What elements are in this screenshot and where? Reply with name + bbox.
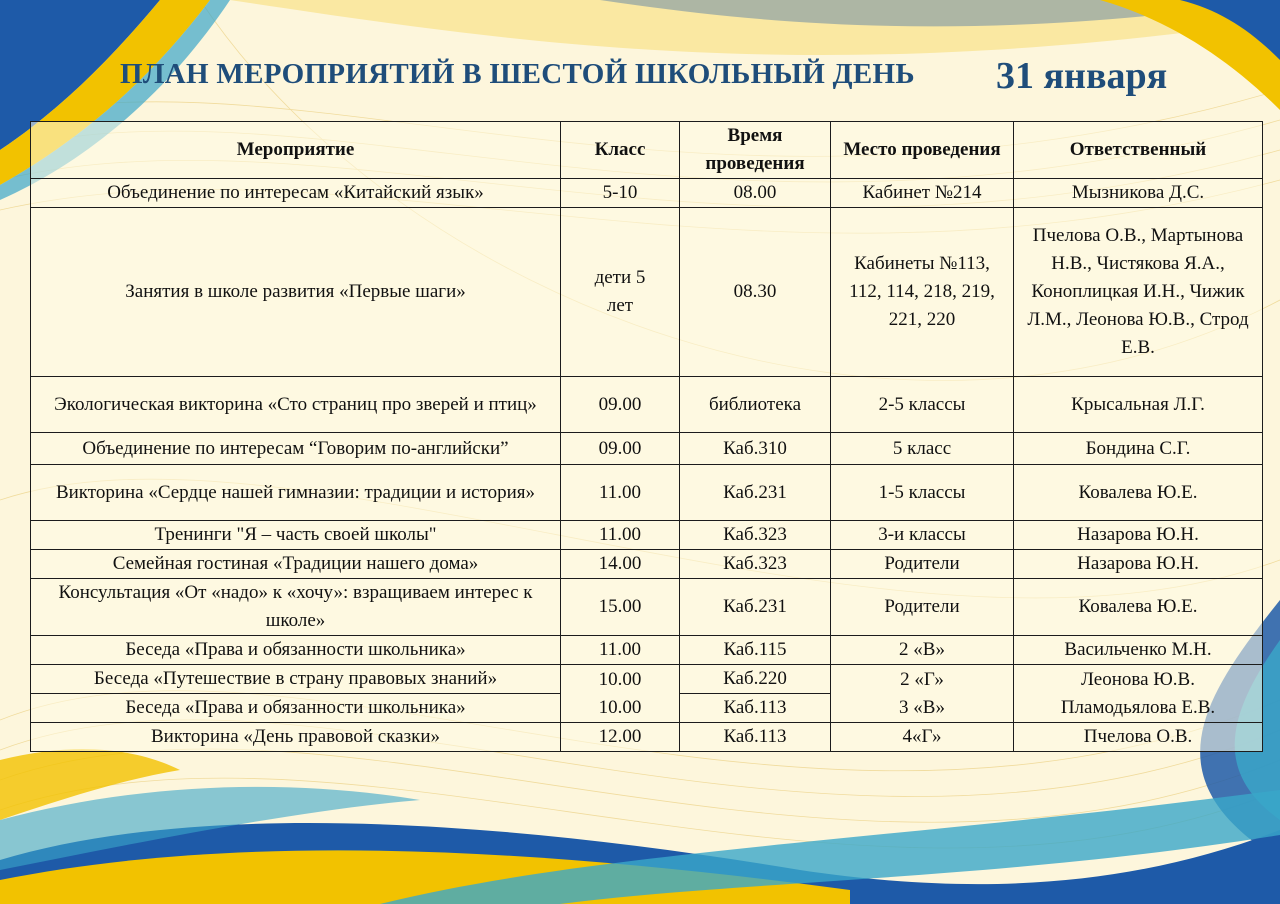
- cell-col2-line: 10.00: [598, 696, 642, 718]
- cell-col4: [831, 665, 1014, 723]
- events-table: [30, 121, 1263, 752]
- cell-col3: Каб.323: [680, 521, 831, 550]
- table-row: [31, 208, 1263, 377]
- cell-col2: [561, 665, 680, 723]
- cell-col3: Каб.113: [680, 694, 831, 723]
- cell-col2: дети 5 лет: [561, 208, 680, 377]
- header-event: Мероприятие: [31, 122, 561, 179]
- cell-col3: библиотека: [680, 377, 831, 433]
- cell-event: Викторина «Сердце нашей гимназии: традиции и история»: [31, 465, 561, 521]
- cell-event: Беседа «Права и обязанности школьника»: [31, 694, 561, 723]
- cell-col5: Назарова Ю.Н.: [1014, 550, 1263, 579]
- table-row: [31, 377, 1263, 433]
- cell-event: Экологическая викторина «Сто страниц про зверей и птиц»: [31, 377, 561, 433]
- cell-event: Викторина «День правовой сказки»: [31, 723, 561, 752]
- cell-event: Беседа «Права и обязанности школьника»: [31, 636, 561, 665]
- cell-col3: Каб.323: [680, 550, 831, 579]
- cell-col2: 5-10: [561, 179, 680, 208]
- cell-event: Объединение по интересам “Говорим по-английски”: [31, 433, 561, 465]
- cell-col5: Пчелова О.В.: [1014, 723, 1263, 752]
- cell-col3: Каб.231: [680, 579, 831, 636]
- cell-col4-line: 3 «В»: [899, 696, 945, 718]
- cell-col5: Ковалева Ю.Е.: [1014, 465, 1263, 521]
- cell-col3: Каб.113: [680, 723, 831, 752]
- cell-col2: 09.00: [561, 433, 680, 465]
- cell-event: Объединение по интересам «Китайский язык»: [31, 179, 561, 208]
- cell-col3: 08.00: [680, 179, 831, 208]
- cell-col4: 2-5 классы: [831, 377, 1014, 433]
- cell-col4-line: 2 «Г»: [900, 668, 944, 690]
- header-class: Класс: [561, 122, 680, 179]
- cell-col2: 14.00: [561, 550, 680, 579]
- cell-col2: 15.00: [561, 579, 680, 636]
- cell-col2: 11.00: [561, 636, 680, 665]
- cell-col4: 5 класс: [831, 433, 1014, 465]
- table-row: [31, 723, 1263, 752]
- cell-col5: Крысальная Л.Г.: [1014, 377, 1263, 433]
- cell-col3: 08.30: [680, 208, 831, 377]
- cell-col5: Пчелова О.В., Мартынова Н.В., Чистякова Я.А., Коноплицкая И.Н., Чижик Л.М., Леонова Ю.В., Строд Е.В.: [1014, 208, 1263, 377]
- cell-event: Беседа «Путешествие в страну правовых знаний»: [31, 665, 561, 694]
- cell-event: Семейная гостиная «Традиции нашего дома»: [31, 550, 561, 579]
- cell-col5: Ковалева Ю.Е.: [1014, 579, 1263, 636]
- cell-event: Занятия в школе развития «Первые шаги»: [31, 208, 561, 377]
- table-header-row: [31, 122, 1263, 179]
- table-row: [31, 433, 1263, 465]
- table-row: [31, 550, 1263, 579]
- cell-col4: 4«Г»: [831, 723, 1014, 752]
- cell-col3: Каб.115: [680, 636, 831, 665]
- table-row: [31, 521, 1263, 550]
- cell-col3: Каб.220: [680, 665, 831, 694]
- cell-col2: 09.00: [561, 377, 680, 433]
- cell-col4: 1-5 классы: [831, 465, 1014, 521]
- page-date: 31 января: [996, 55, 1168, 97]
- cell-col4: 2 «В»: [831, 636, 1014, 665]
- cell-col5-line: Леонова Ю.В.: [1081, 668, 1195, 690]
- cell-event: Консультация «От «надо» к «хочу»: взращиваем интерес к школе»: [31, 579, 561, 636]
- cell-col4: 3-и классы: [831, 521, 1014, 550]
- cell-col5: Назарова Ю.Н.: [1014, 521, 1263, 550]
- cell-col5-line: Пламодьялова Е.В.: [1060, 696, 1216, 718]
- cell-col4: Родители: [831, 550, 1014, 579]
- cell-col4: Родители: [831, 579, 1014, 636]
- cell-col5: Бондина С.Г.: [1014, 433, 1263, 465]
- cell-event: Тренинги "Я – часть своей школы": [31, 521, 561, 550]
- header-responsible: Ответственный: [1014, 122, 1263, 179]
- table-row: [31, 465, 1263, 521]
- cell-col4: Кабинеты №113, 112, 114, 218, 219, 221, 220: [831, 208, 1014, 377]
- cell-col2: 12.00: [561, 723, 680, 752]
- page-title: ПЛАН МЕРОПРИЯТИЙ В ШЕСТОЙ ШКОЛЬНЫЙ ДЕНЬ: [120, 58, 915, 90]
- cell-col5: Васильченко М.Н.: [1014, 636, 1263, 665]
- cell-col3: Каб.231: [680, 465, 831, 521]
- cell-col2: 11.00: [561, 465, 680, 521]
- table-row: [31, 179, 1263, 208]
- cell-col4: Кабинет №214: [831, 179, 1014, 208]
- cell-col2-line: 10.00: [598, 668, 642, 690]
- table-row: [31, 636, 1263, 665]
- cell-col3: Каб.310: [680, 433, 831, 465]
- table-row: [31, 665, 1263, 694]
- header-time: Время проведения: [680, 122, 831, 179]
- cell-col2: 11.00: [561, 521, 680, 550]
- table-row: [31, 579, 1263, 636]
- header-place: Место проведения: [831, 122, 1014, 179]
- cell-col5: [1014, 665, 1263, 723]
- cell-col5: Мызникова Д.С.: [1014, 179, 1263, 208]
